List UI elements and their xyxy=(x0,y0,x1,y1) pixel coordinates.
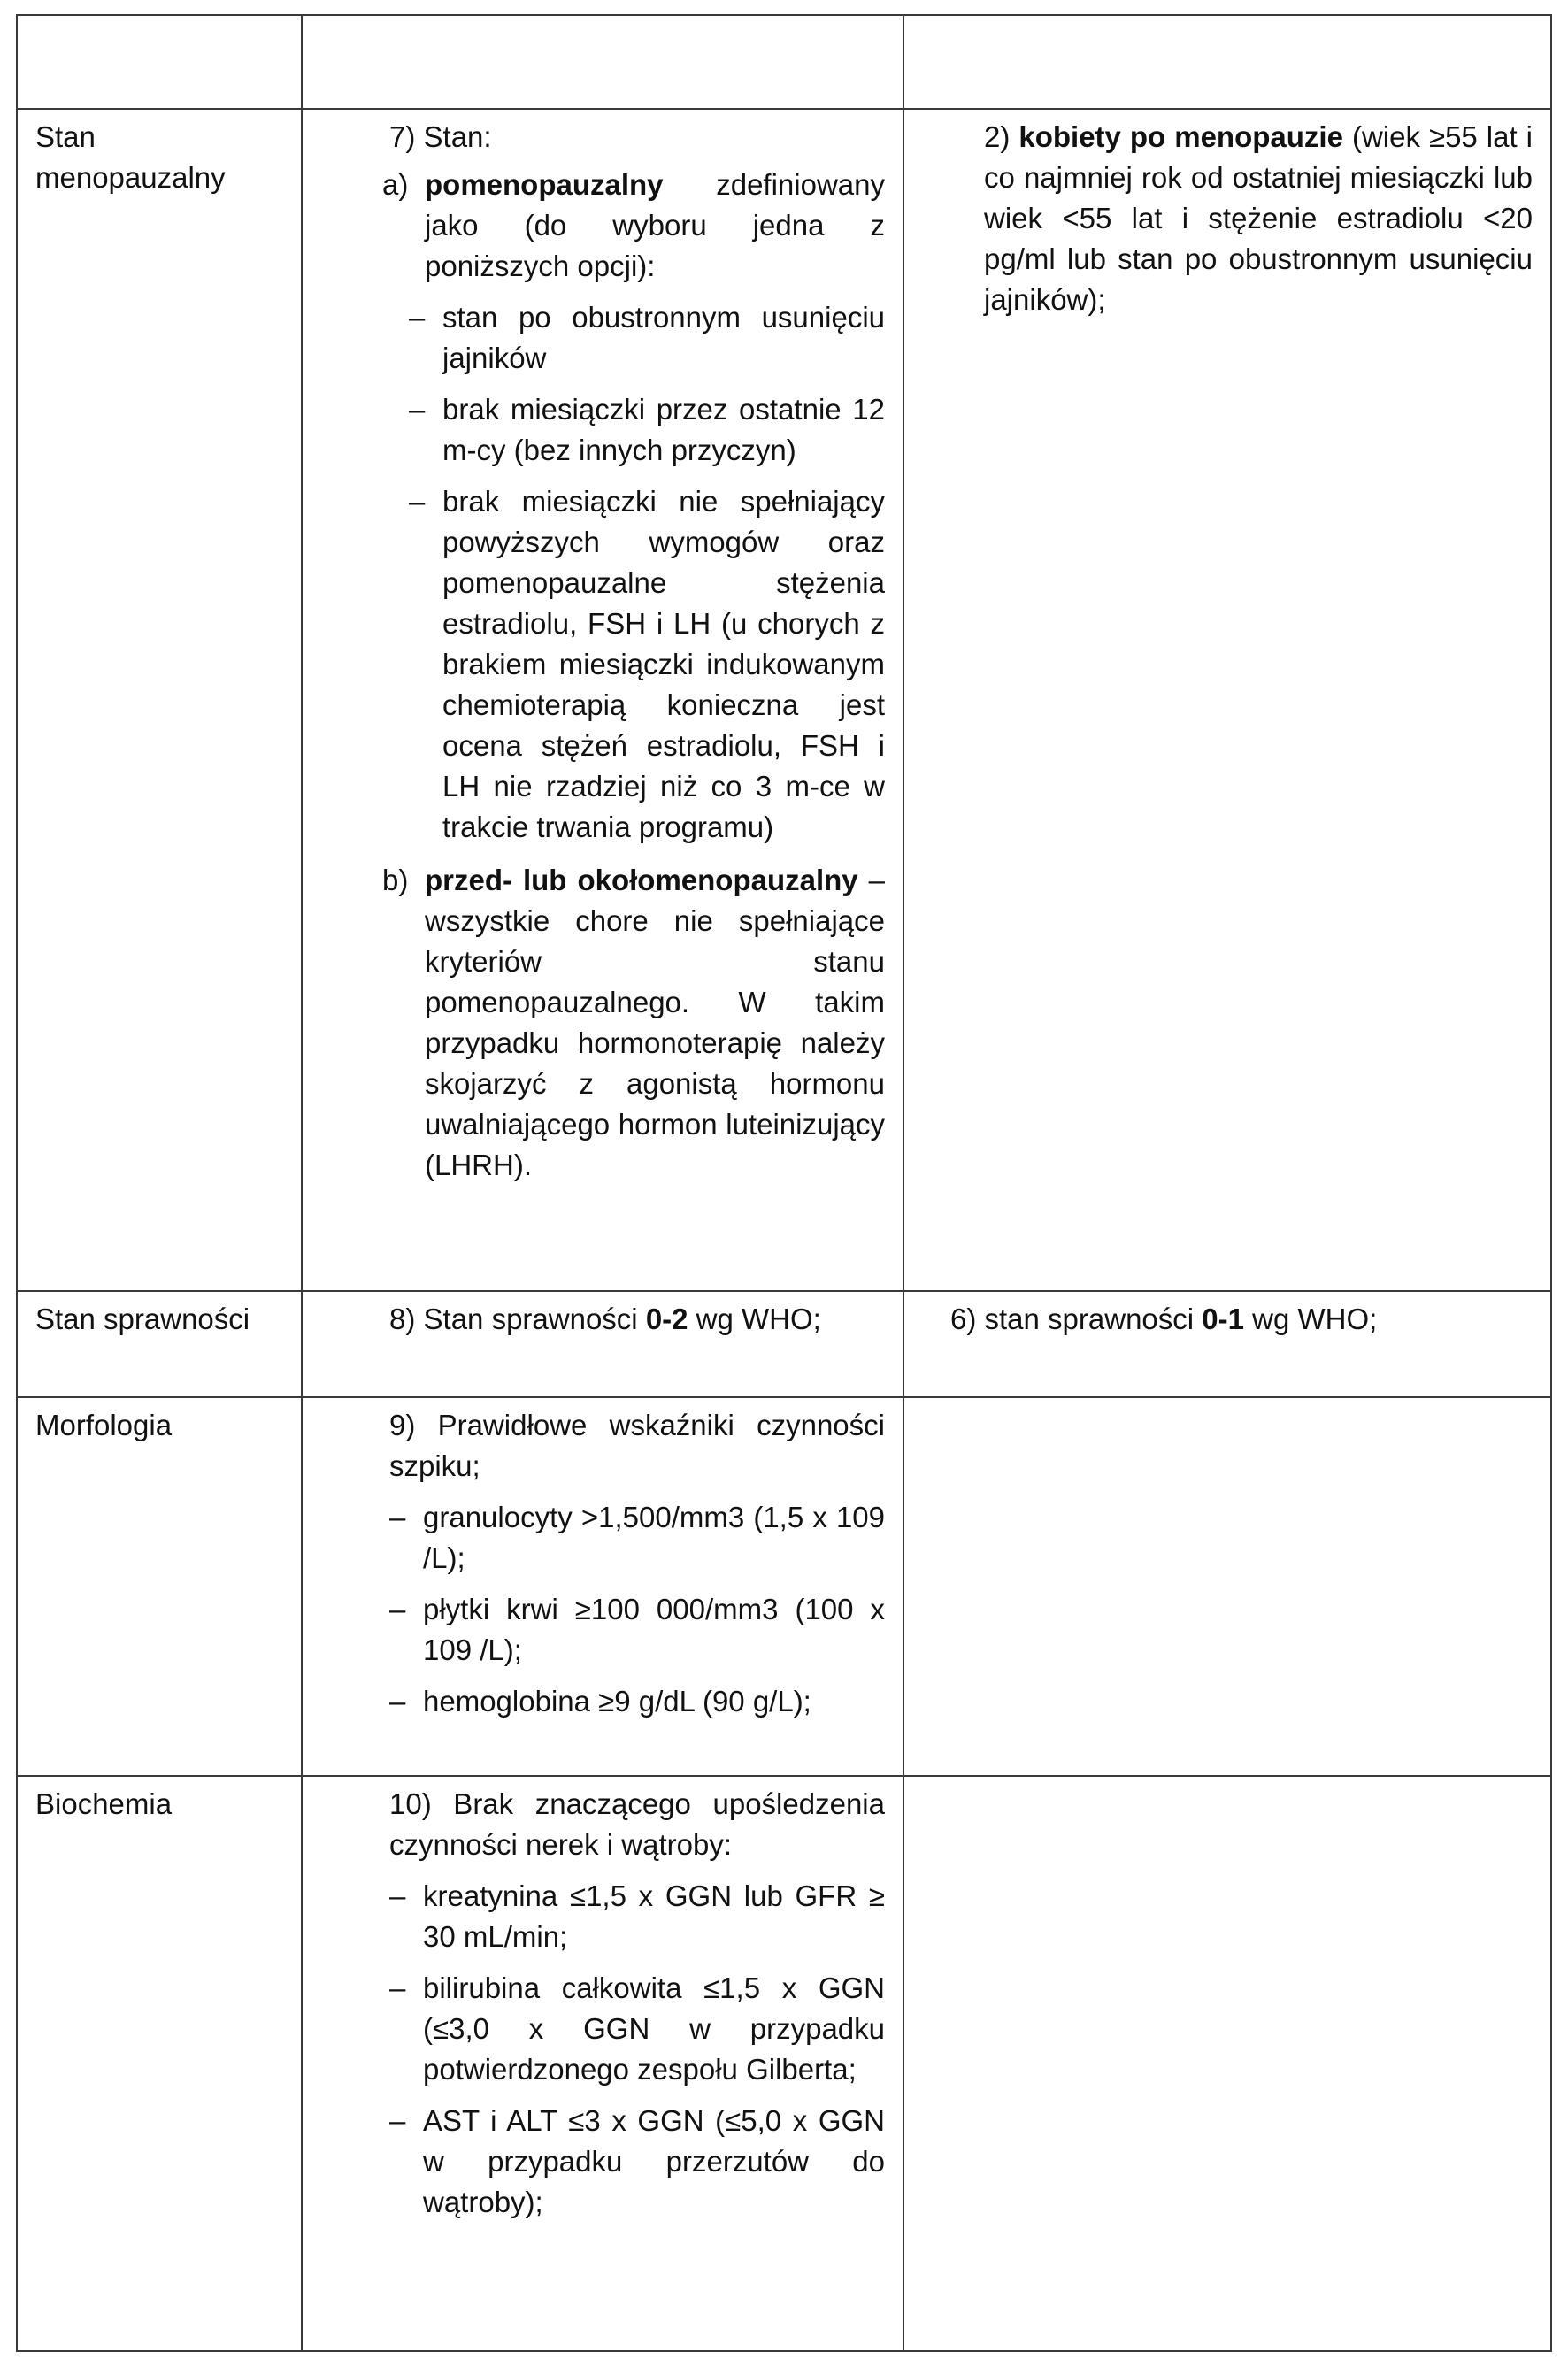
label-performance: Stan sprawności xyxy=(17,1291,302,1397)
option-a-bold: pomenopauzalny xyxy=(425,168,664,201)
dash-mark: – xyxy=(409,393,426,426)
list-item: – bilirubina całkowita ≤1,5 x GGN (≤3,0 x GGN w przypadku potwierdzonego zespołu Gilberta; xyxy=(389,1968,885,2090)
list-item: – brak miesiączki przez ostatnie 12 m-cy (bez innych przyczyn) xyxy=(409,389,885,471)
option-a-text: zdefiniowany jako (do wyboru jedna z poniższych opcji): xyxy=(425,168,885,282)
list-item: – kreatynina ≤1,5 x GGN lub GFR ≥ 30 mL/min; xyxy=(389,1876,885,1957)
option-a xyxy=(382,165,885,287)
label-menopause: Stan menopauzalny xyxy=(17,109,302,1291)
option-b-label: b) xyxy=(382,864,409,896)
row-performance xyxy=(17,1291,1551,1397)
list-item: – stan po obustronnym usunięciu jajników xyxy=(409,297,885,379)
empty-morphology-col3 xyxy=(903,1397,1551,1776)
row-biochemistry xyxy=(17,1776,1551,2351)
dash-mark: – xyxy=(389,1593,406,1625)
item-10-intro: 10) Brak znaczącego upośledzenia czynności nerek i wątroby: xyxy=(389,1787,885,1861)
option-a-label: a) xyxy=(382,168,409,201)
dash-mark: – xyxy=(389,1685,406,1718)
dash-mark: – xyxy=(389,1879,406,1912)
item-9-intro: 9) Prawidłowe wskaźniki czynności szpiku; xyxy=(389,1409,885,1482)
empty-cell-1 xyxy=(17,15,302,109)
dash-mark: – xyxy=(409,301,426,334)
list-item: – brak miesiączki nie spełniający powyższych wymogów oraz pomenopauzalne stężenia estradiolu, FSH i LH (u chorych z brakiem miesiączki indukowanym chemioterapią konieczna jest ocena stężeń estradiolu, FSH i LH nie rzadziej niż co 3 m-ce w trakcie trwania programu) xyxy=(409,481,885,848)
criteria-biochemistry-col2 xyxy=(302,1776,903,2351)
criteria-performance-col2: 8) Stan sprawności 0-2 wg WHO; xyxy=(302,1291,903,1397)
criteria-morphology-col2 xyxy=(302,1397,903,1776)
label-biochemistry: Biochemia xyxy=(17,1776,302,2351)
criteria-table xyxy=(16,14,1552,2352)
dash-mark: – xyxy=(409,485,426,518)
list-item: – AST i ALT ≤3 x GGN (≤5,0 x GGN w przypadku przerzutów do wątroby); xyxy=(389,2101,885,2223)
empty-cell-3 xyxy=(903,15,1551,109)
dash-mark: – xyxy=(389,1501,406,1533)
criteria-menopause-col3: 2) kobiety po menopauzie (wiek ≥55 lat i co najmniej rok od ostatniej miesiączki lub wiek <55 lat i stężenie estradiolu <20 pg/ml lub stan po obustronnym usunięciu jajników); xyxy=(903,109,1551,1291)
list-item: – płytki krwi ≥100 000/mm3 (100 x 109 /L); xyxy=(389,1589,885,1671)
dash-mark: – xyxy=(389,2104,406,2137)
empty-biochemistry-col3 xyxy=(903,1776,1551,2351)
option-b xyxy=(382,860,885,1186)
list-item: – granulocyty >1,500/mm3 (1,5 x 109 /L); xyxy=(389,1497,885,1579)
option-b-bold: przed- lub okołomenopauzalny xyxy=(425,864,858,896)
criteria-performance-col3: 6) stan sprawności 0-1 wg WHO; xyxy=(903,1291,1551,1397)
empty-header-row xyxy=(17,15,1551,109)
row-menopause xyxy=(17,109,1551,1291)
row-morphology xyxy=(17,1397,1551,1776)
dash-mark: – xyxy=(389,1971,406,2004)
item-7-title: 7) Stan: xyxy=(389,120,492,153)
empty-cell-2 xyxy=(302,15,903,109)
list-item: – hemoglobina ≥9 g/dL (90 g/L); xyxy=(389,1681,885,1722)
postmenopausal-bold: kobiety po menopauzie xyxy=(1018,120,1343,153)
criteria-menopause-col2 xyxy=(302,109,903,1291)
option-b-text: – wszystkie chore nie spełniające kryteriów stanu pomenopauzalnego. W takim przypadku hormonoterapię należy skojarzyć z agonistą hormonu uwalniającego hormon luteinizujący (LHRH). xyxy=(425,864,885,1181)
option-a-dash-list xyxy=(382,297,885,848)
label-morphology: Morfologia xyxy=(17,1397,302,1776)
